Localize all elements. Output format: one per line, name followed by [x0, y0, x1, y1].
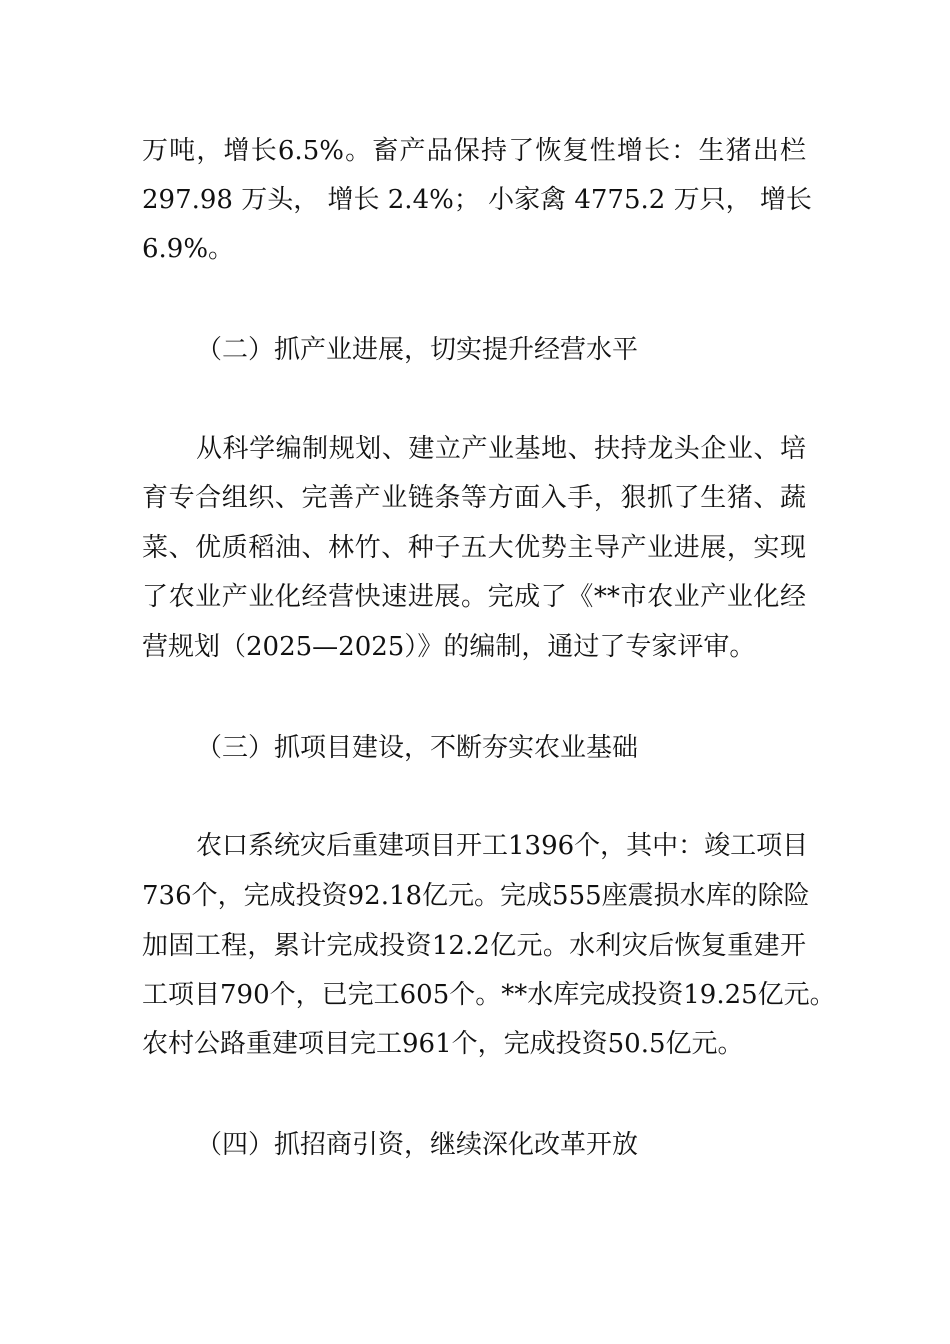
paragraph-line: 农村公路重建项目完工961个，完成投资50.5亿元。 [142, 1029, 744, 1059]
paragraph-line: 菜、优质稻油、林竹、种子五大优势主导产业进展，实现 [142, 533, 806, 563]
paragraph-line: 736个，完成投资92.18亿元。完成555座震损水库的除险 [142, 881, 810, 911]
paragraph-line: 农口系统灾后重建项目开工1396个，其中：竣工项目 [196, 831, 809, 861]
section-heading: （四）抓招商引资，继续深化改革开放 [196, 1130, 639, 1160]
paragraph-line: 工项目790个，已完工605个。**水库完成投资19.25亿元。 [142, 980, 836, 1010]
paragraph-line: 加固工程，累计完成投资12.2亿元。水利灾后恢复重建开 [142, 931, 806, 961]
paragraph-line: 297.98 万头， 增长 2.4%； 小家禽 4775.2 万只， 增长 [142, 185, 812, 215]
paragraph-line: 育专合组织、完善产业链条等方面入手，狠抓了生猪、蔬 [142, 483, 806, 513]
paragraph-line: 从科学编制规划、建立产业基地、扶持龙头企业、培 [196, 434, 806, 464]
section-heading: （二）抓产业进展，切实提升经营水平 [196, 335, 639, 365]
paragraph-line: 万吨，增长6.5%。畜产品保持了恢复性增长：生猪出栏 [142, 136, 806, 166]
paragraph-line: 营规划（2025—2025）》的编制，通过了专家评审。 [142, 632, 756, 662]
paragraph-line: 6.9%。 [142, 234, 235, 264]
section-heading: （三）抓项目建设，不断夯实农业基础 [196, 733, 639, 763]
paragraph-line: 了农业产业化经营快速进展。完成了《**市农业产业化经 [142, 582, 806, 612]
